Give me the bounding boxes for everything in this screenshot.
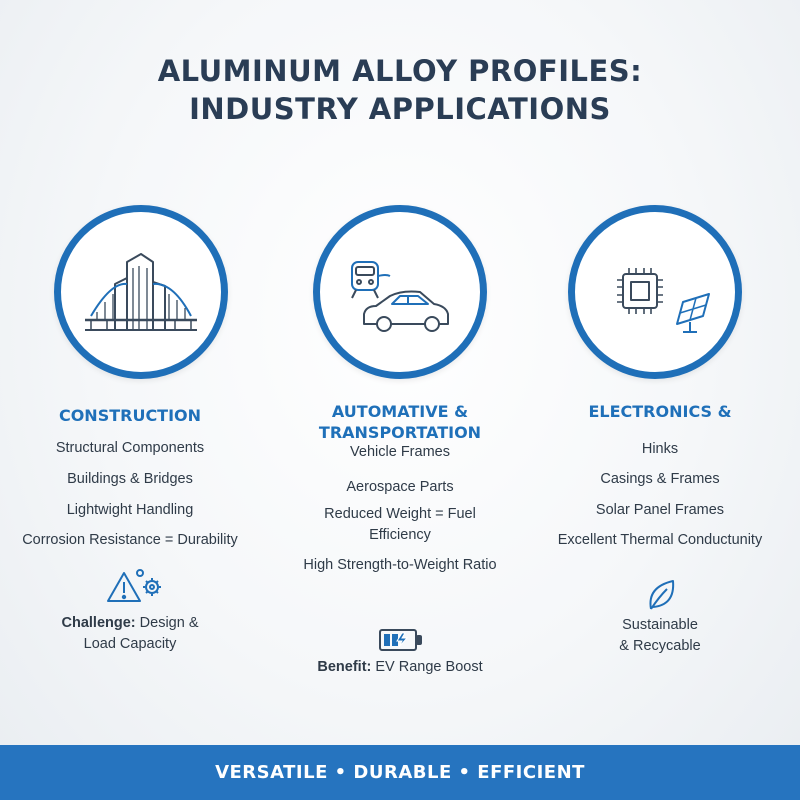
building-bridge-icon — [61, 212, 221, 372]
list-item: Lightwight Handling — [66, 502, 194, 518]
footer-banner — [0, 745, 800, 800]
note-text: Design & — [139, 615, 199, 631]
list-item: Casings & Frames — [600, 471, 720, 487]
list-item: High Strength-to-Weight Ratio — [303, 557, 497, 573]
list-item: Hinks — [641, 441, 679, 457]
note-label: Challenge: — [61, 615, 136, 631]
automotive-icon-ring — [313, 205, 487, 379]
construction-icon-ring — [54, 205, 228, 379]
train-car-icon — [320, 212, 480, 372]
note-text: Sustainable — [622, 617, 698, 633]
automotive-column — [270, 205, 530, 685]
electronics-note — [530, 615, 790, 657]
electronics-icon-ring — [568, 205, 742, 379]
footer-text: VERSATILE • DURABLE • EFFICIENT — [215, 762, 585, 783]
heading-line-1: AUTOMATIVE & — [331, 402, 469, 421]
construction-note — [0, 613, 260, 655]
battery-charging-icon — [378, 627, 424, 653]
list-item: Buildings & Bridges — [67, 471, 193, 487]
list-item: Excellent Thermal Conductunity — [557, 532, 763, 548]
list-item: Solar Panel Frames — [595, 502, 725, 518]
list-item: Structural Components — [55, 440, 205, 456]
leaf-icon — [645, 577, 677, 613]
note-text: EV Range Boost — [375, 659, 483, 675]
construction-heading: CONSTRUCTION — [58, 406, 202, 425]
automotive-heading — [270, 401, 530, 443]
warning-gears-icon — [104, 567, 166, 607]
list-item: Vehicle Frames — [350, 444, 450, 460]
note-text: & Recycable — [619, 638, 701, 654]
list-item: Corrosion Resistance = Durability — [22, 532, 238, 548]
heading-line-2: TRANSPORTATION — [318, 423, 482, 442]
electronics-heading: ELECTRONICS & — [588, 402, 732, 421]
automotive-note — [270, 657, 530, 678]
title-line-2: INDUSTRY APPLICATIONS — [189, 92, 611, 126]
list-item: Aerospace Parts — [346, 479, 454, 495]
list-item: Reduced Weight = Fuel — [324, 506, 476, 522]
construction-column — [0, 205, 260, 685]
chip-solar-panel-icon — [575, 212, 735, 372]
page-title — [0, 52, 800, 128]
note-text: Load Capacity — [83, 636, 177, 652]
list-item: Efficiency — [369, 527, 431, 543]
note-label: Benefit: — [317, 659, 372, 675]
electronics-column — [530, 205, 790, 685]
title-line-1: ALUMINUM ALLOY PROFILES: — [157, 54, 643, 88]
